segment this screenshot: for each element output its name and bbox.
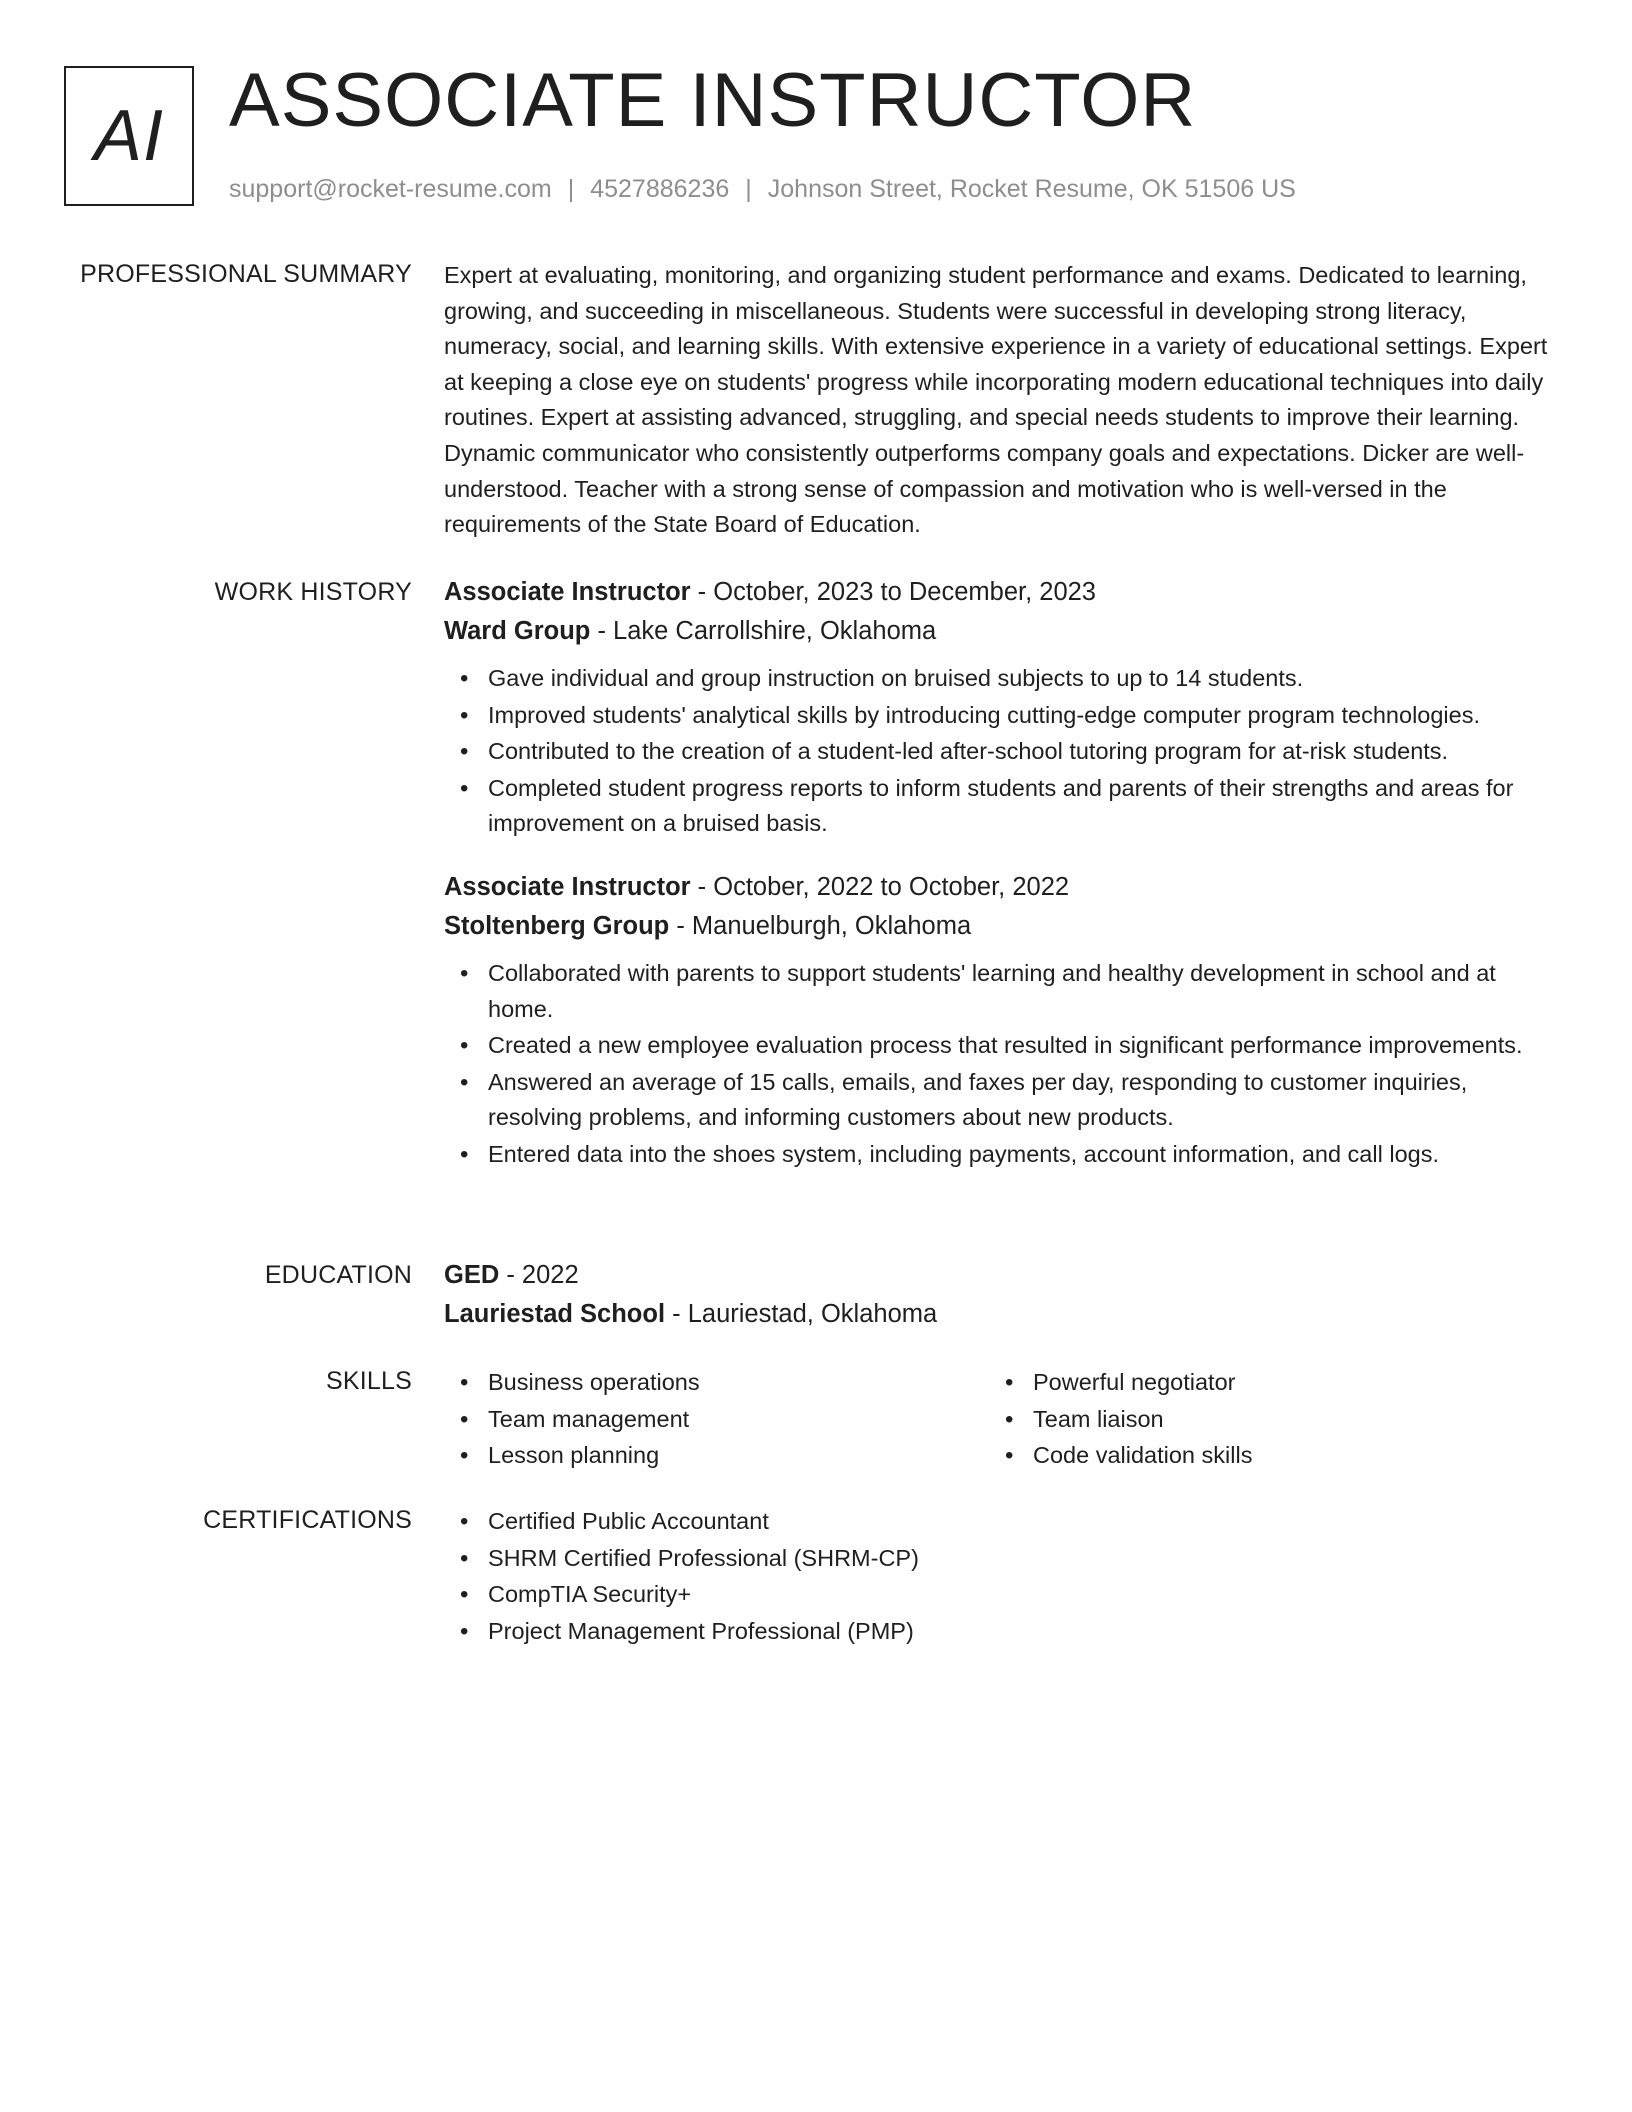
certification-item: • Certified Public Accountant	[488, 1504, 1562, 1540]
job-company-line	[444, 612, 1562, 651]
education-degree-line	[444, 1256, 1562, 1295]
job-dates: - October, 2023 to December, 2023	[690, 578, 1096, 606]
education-school-line	[444, 1295, 1562, 1334]
list-item: • Created a new employee evaluation process that resulted in significant performance improvements.	[488, 1028, 1562, 1064]
skills-grid	[444, 1365, 1562, 1475]
job-title: Associate Instructor	[444, 578, 691, 606]
work-history-body	[444, 573, 1562, 1174]
job-title-line	[444, 868, 1562, 907]
list-item: • Answered an average of 15 calls, emails, and faxes per day, responding to customer inquiries, resolving problems, and informing customers about new products.	[488, 1065, 1562, 1136]
job-company: Stoltenberg Group	[444, 911, 670, 940]
contact-separator: |	[745, 175, 752, 203]
job-entry	[444, 573, 1562, 842]
list-item: • Completed student progress reports to inform students and parents of their strengths and areas for improvement on a bruised basis.	[488, 771, 1562, 842]
job-title-line	[444, 573, 1562, 612]
summary-text: Expert at evaluating, monitoring, and organizing student performance and exams. Dedicated to learning, growing, and succeeding in miscellaneous. Students were successful in developing strong literacy, numeracy, social, and learning skills. With extensive experience in a variety of educational settings. Expert at keeping a close eye on students' progress while incorporating modern educational techniques into daily routines. Expert at assisting advanced, struggling, and special needs students to improve their learning. Dynamic communicator who consistently outperforms company goals and expectations. Dicker are well-understood. Teacher with a strong sense of compassion and motivation who is well-versed in the requirements of the State Board of Education.	[444, 262, 1548, 538]
certification-item: • SHRM Certified Professional (SHRM-CP)	[488, 1541, 1562, 1577]
certifications-list	[444, 1504, 1562, 1649]
contact-separator: |	[567, 175, 575, 203]
skills-body	[444, 1365, 1562, 1475]
list-item: • Collaborated with parents to support students' learning and healthy development in school and at home.	[488, 956, 1562, 1027]
section-heading-certifications: CERTIFICATIONS	[203, 1506, 412, 1534]
education-school: Lauriestad School	[444, 1300, 666, 1328]
education-year: - 2022	[499, 1261, 579, 1289]
job-bullets	[444, 661, 1562, 842]
job-title: Associate Instructor	[444, 872, 691, 901]
list-item: • Gave individual and group instruction on bruised subjects to up to 14 students.	[488, 661, 1562, 697]
skills-list-right	[989, 1365, 1534, 1475]
list-item: • Entered data into the shoes system, including payments, account information, and call logs.	[488, 1137, 1562, 1173]
contact-address: Johnson Street, Rocket Resume, OK 51506 US	[767, 175, 1296, 203]
certification-item: • Project Management Professional (PMP)	[488, 1614, 1562, 1650]
skill-item: • Lesson planning	[488, 1438, 989, 1474]
job-bullets	[444, 956, 1562, 1173]
page-title: ASSOCIATE INSTRUCTOR	[229, 58, 1197, 143]
certifications-body	[444, 1504, 1562, 1650]
list-item: • Contributed to the creation of a student-led after-school tutoring program for at-risk students.	[488, 734, 1562, 770]
skill-item: • Code validation skills	[1033, 1438, 1534, 1474]
job-entry	[444, 868, 1562, 1173]
section-heading-work-history: WORK HISTORY	[214, 578, 412, 606]
job-location: - Lake Carrollshire, Oklahoma	[590, 617, 937, 645]
skills-list-left	[444, 1365, 989, 1475]
section-heading-summary: PROFESSIONAL SUMMARY	[80, 260, 412, 288]
job-dates: - October, 2022 to October, 2022	[690, 872, 1070, 901]
monogram-logo: AI	[64, 66, 194, 206]
skill-item: • Powerful negotiator	[1033, 1365, 1534, 1401]
certification-item: • CompTIA Security+	[488, 1577, 1562, 1613]
section-heading-education: EDUCATION	[264, 1261, 412, 1289]
skill-item: • Team liaison	[1033, 1402, 1534, 1438]
contact-phone: 4527886236	[590, 175, 730, 203]
job-company-line	[444, 907, 1562, 946]
list-item: • Improved students' analytical skills by introducing cutting-edge computer program technologies.	[488, 698, 1562, 734]
skill-item: • Business operations	[488, 1365, 989, 1401]
education-location: - Lauriestad, Oklahoma	[665, 1300, 938, 1328]
education-degree: GED	[444, 1261, 500, 1289]
contact-line	[229, 173, 1296, 205]
skill-item: • Team management	[488, 1402, 989, 1438]
job-location: - Manuelburgh, Oklahoma	[669, 911, 972, 940]
summary-body	[444, 258, 1562, 543]
contact-email: support@rocket-resume.com	[229, 175, 552, 203]
education-body	[444, 1256, 1562, 1334]
job-company: Ward Group	[444, 617, 591, 645]
section-heading-skills: SKILLS	[326, 1367, 412, 1395]
